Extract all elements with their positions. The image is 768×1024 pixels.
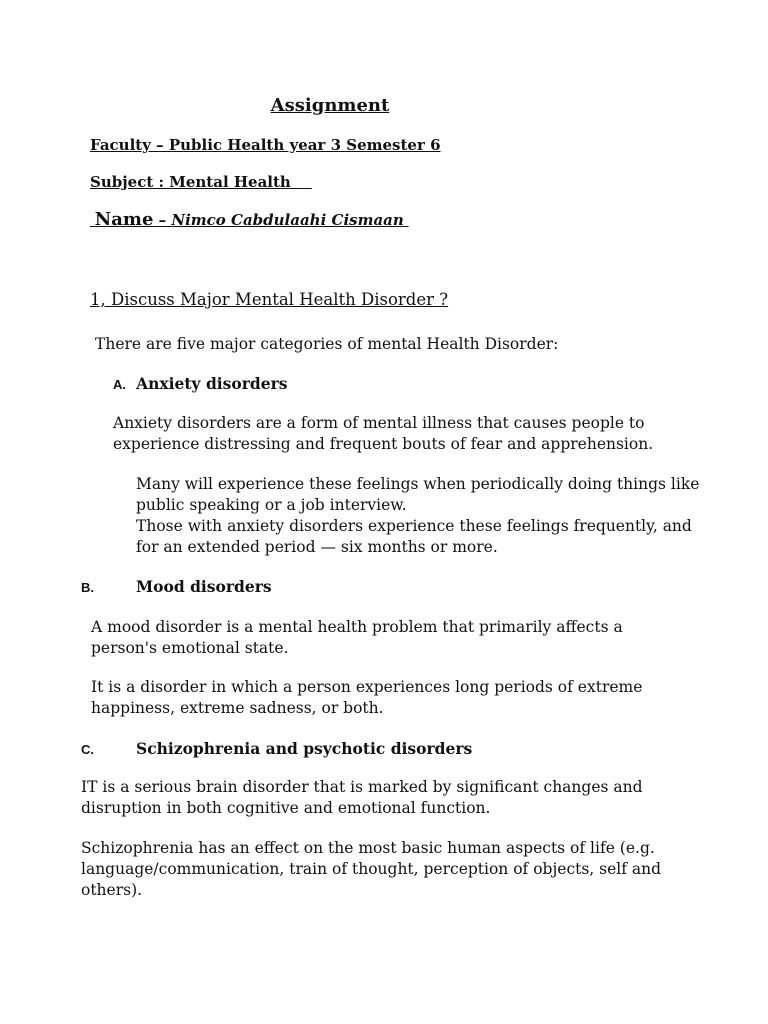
section-a-paragraph-2 (136, 474, 699, 558)
section-b-letter: B. (81, 580, 94, 595)
paragraph-line: person's emotional state. (91, 639, 289, 657)
section-c-letter: C. (81, 742, 94, 757)
paragraph-line: Many will experience these feelings when periodically doing things like (136, 475, 700, 493)
paragraph-line: Anxiety disorders are a form of mental illness that causes people to (113, 414, 645, 432)
section-c-paragraph-2 (81, 838, 661, 901)
document-title: Assignment (270, 95, 390, 116)
section-b-heading: Mood disorders (136, 577, 272, 596)
section-c-heading: Schizophrenia and psychotic disorders (136, 739, 473, 758)
subject-line (90, 173, 312, 191)
paragraph-line: experience distressing and frequent bouts of fear and apprehension. (113, 435, 654, 453)
name-label: Name (94, 209, 154, 230)
section-b-paragraph-2 (91, 677, 642, 719)
section-a-letter: A. (113, 377, 126, 392)
paragraph-line: It is a disorder in which a person experiences long periods of extreme (91, 678, 643, 696)
section-c-paragraph-1 (81, 777, 643, 819)
name-separator: – (153, 211, 172, 229)
faculty-line: Faculty – Public Health year 3 Semester 6 (90, 136, 441, 154)
paragraph-line: public speaking or a job interview. (136, 496, 407, 514)
section-a-heading: Anxiety disorders (136, 374, 288, 393)
question-heading: 1, Discuss Major Mental Health Disorder ? (90, 290, 449, 309)
intro-paragraph: There are five major categories of mental Health Disorder: (95, 335, 559, 353)
section-b-paragraph-1 (91, 617, 623, 659)
section-a-paragraph-1 (113, 413, 653, 455)
paragraph-line: IT is a serious brain disorder that is marked by significant changes and (81, 778, 643, 796)
paragraph-line: A mood disorder is a mental health problem that primarily affects a (91, 618, 623, 636)
paragraph-line: Schizophrenia has an effect on the most basic human aspects of life (e.g. (81, 839, 655, 857)
paragraph-line: disruption in both cognitive and emotional function. (81, 799, 491, 817)
subject-text: Subject : Mental Health (90, 173, 291, 191)
name-value: Nimco Cabdulaahi Cismaan (171, 211, 404, 229)
name-line (90, 209, 409, 230)
section-a-heading-row (113, 374, 288, 393)
paragraph-line: happiness, extreme sadness, or both. (91, 699, 384, 717)
paragraph-line: language/communication, train of thought, perception of objects, self and (81, 860, 662, 878)
paragraph-line: Those with anxiety disorders experience these feelings frequently, and (136, 517, 692, 535)
paragraph-line: for an extended period — six months or more. (136, 538, 498, 556)
paragraph-line: others). (81, 881, 143, 899)
